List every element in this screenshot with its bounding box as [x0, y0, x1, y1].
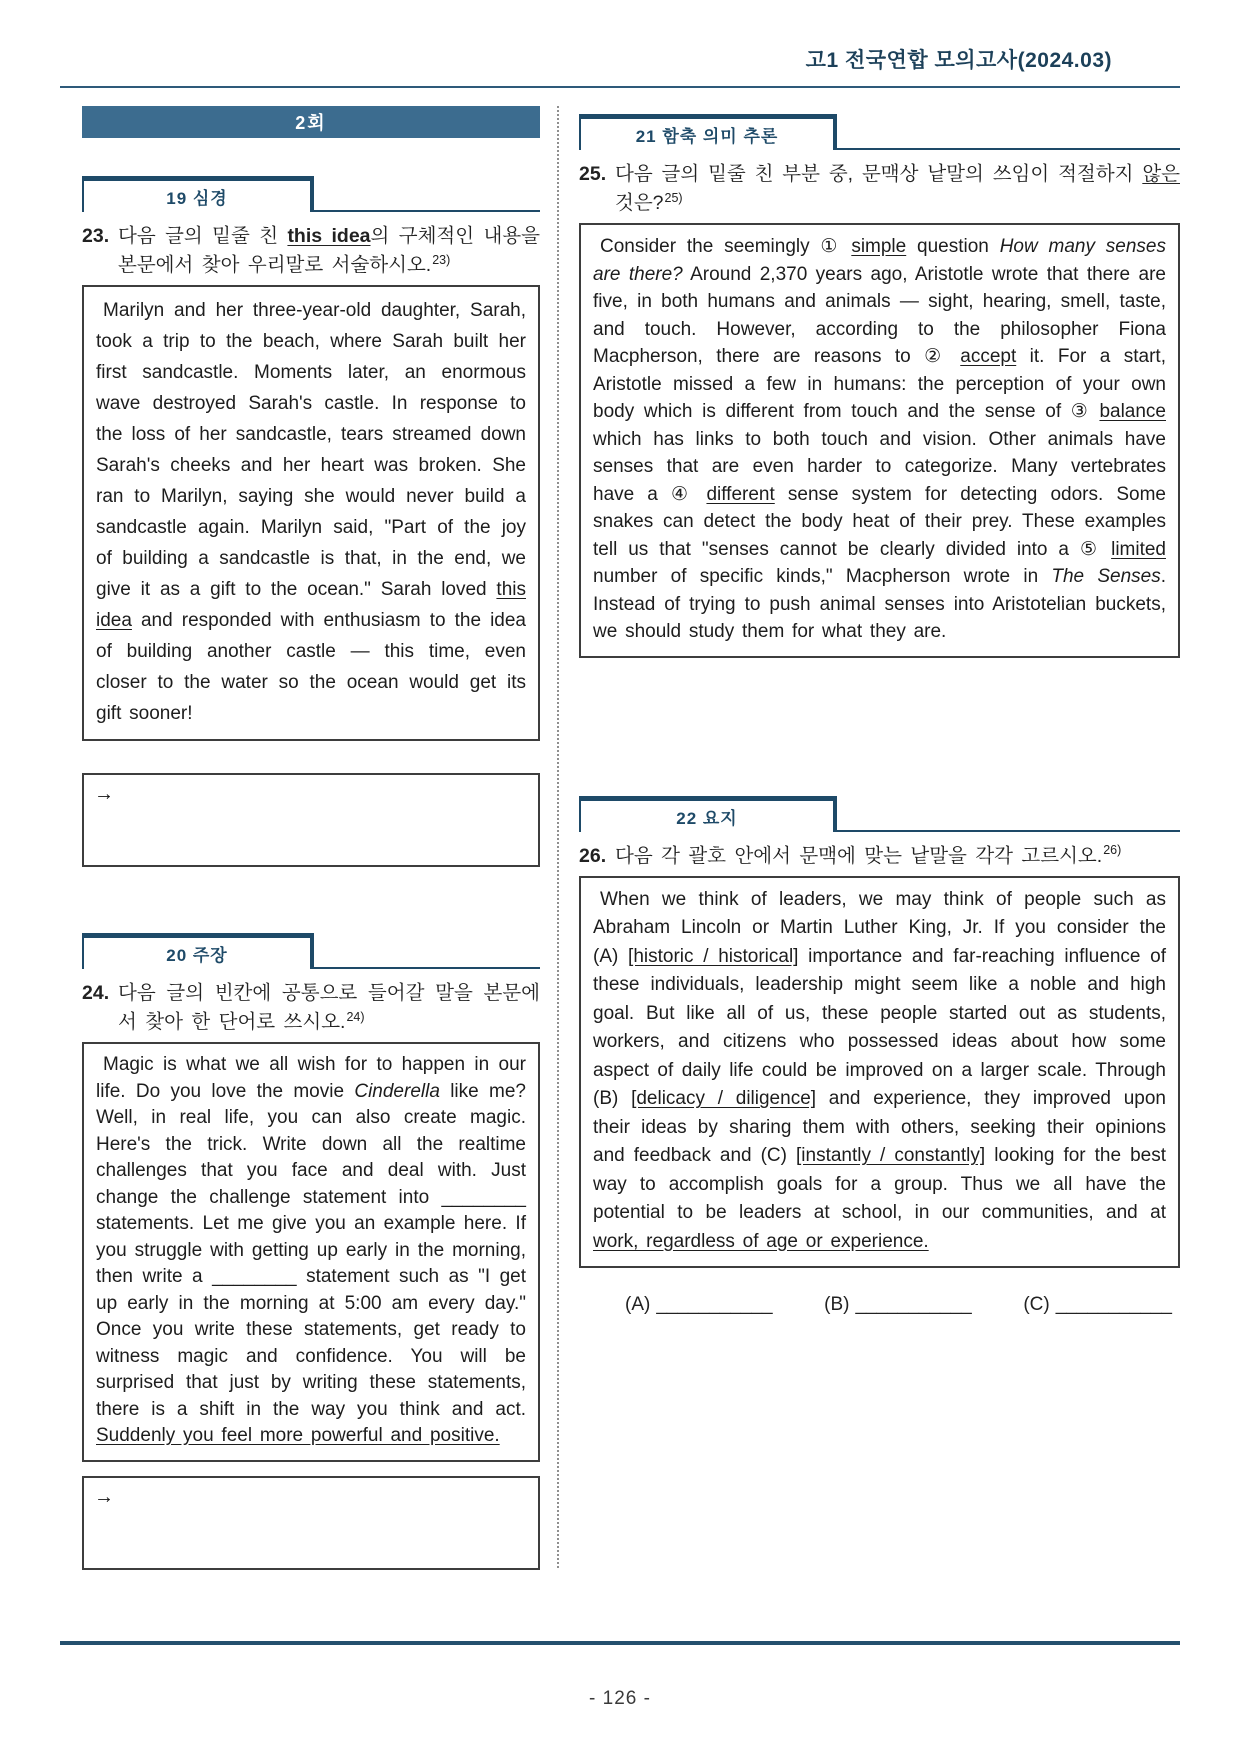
question-26	[579, 842, 1180, 871]
underlined-sentence: Suddenly you feel more powerful and positive.	[96, 1425, 500, 1446]
text-segment: which has links to both touch and vision. Other animals have senses that are even harder to categorize. Many vertebrates have a ④	[593, 428, 1166, 505]
passage-26-text	[593, 886, 1166, 1257]
blank-line: ___________	[656, 1294, 773, 1315]
answer-arrow: →	[94, 1485, 114, 1508]
page-number: - 126 -	[589, 1688, 651, 1709]
exam-header-title: 고1 전국연합 모의고사(2024.03)	[805, 49, 1112, 72]
section-tab-20	[82, 933, 540, 969]
passage-box-24	[82, 1042, 540, 1462]
text-segment: Magic is what we all wish for to happen in our life. Do you love the movie	[96, 1054, 526, 1102]
answer-label-b: (B)	[824, 1294, 850, 1315]
text-segment: number of specific kinds," Macpherson wrote in	[593, 566, 1052, 587]
footnote-marker: 24)	[346, 1009, 365, 1024]
header-rule	[60, 86, 1180, 88]
section-tab-21-extension-line	[837, 148, 1180, 150]
question-23	[82, 222, 540, 280]
text-segment: 다음 글의 밑줄 친	[118, 225, 288, 247]
text-segment: 다음 글의 빈칸에 공통으로 들어갈 말을 본문에서 찾아 한 단어로 쓰시오.	[118, 982, 540, 1033]
passage-24-text	[96, 1052, 526, 1450]
question-25	[579, 160, 1180, 218]
text-segment: 다음 글의 밑줄 친 부분 중, 문맥상 낱말의 쓰임이 적절하지	[615, 163, 1143, 185]
underlined-choice-5: limited	[1111, 538, 1166, 560]
text-segment: looking for the best way to accomplish goals for a group. Thus we all have the potential to be leaders at school, in our communities, and at	[593, 1145, 1166, 1223]
underlined-phrase: this idea	[96, 579, 526, 631]
underlined-sentence: work, regardless of age or experience.	[593, 1230, 929, 1252]
answer-blanks-26	[579, 1294, 1180, 1316]
text-segment: 의 구체적인 내용을 본문에서 찾아 우리말로 서술하시오.	[118, 225, 540, 276]
passage-25-text	[593, 233, 1166, 646]
italic-question: How many senses are there?	[593, 236, 1166, 285]
section-tab-19-extension-line	[314, 210, 540, 212]
question-25-number: 25.	[579, 163, 607, 185]
text-segment: statement such as "I get up early in the morning at 5:00 am every day." Once you write these statements, get ready to witness magic and confidence. You will be surprised that just by writing these statements, there is a shift in the way you think and act.	[96, 1266, 526, 1420]
round-2-badge-label: 2회	[295, 113, 327, 133]
answer-blank-b	[824, 1294, 972, 1316]
question-23-text	[118, 222, 540, 280]
text-segment: 것은?	[615, 192, 664, 214]
question-23-number: 23.	[82, 225, 110, 247]
answer-blank-a	[625, 1294, 773, 1316]
text-segment: like me? Well, in real life, you can also create magic. Here's the trick. Write down all the realtime challenges that you face and deal with. Just change the challenge statement into	[96, 1080, 526, 1208]
section-tab-22	[579, 796, 1180, 832]
text-segment: . Instead of trying to push animal senses into Aristotelian buckets, we should study them for what they are.	[593, 566, 1166, 642]
text-segment: and responded with enthusiasm to the idea of building another castle — this time, even closer to the water so the ocean would get its gift sooner!	[96, 610, 526, 724]
left-column	[60, 106, 540, 1570]
underlined-choice-1: simple	[851, 236, 907, 257]
passage-box-26	[579, 876, 1180, 1269]
text-segment: and experience, they improved upon their ideas by sharing them with others, seeking their opinions and feedback and (C)	[593, 1088, 1166, 1166]
section-tab-22-box	[579, 796, 837, 832]
section-tab-21	[579, 114, 1180, 150]
section-tab-20-label: 20 주장	[166, 946, 228, 965]
italic-title: The Senses	[1051, 566, 1161, 587]
question-26-number: 26.	[579, 844, 607, 867]
text-segment: question	[906, 236, 1000, 257]
underlined-term: this idea	[287, 225, 371, 247]
answer-blank-c	[1023, 1294, 1172, 1316]
section-tab-19	[82, 176, 540, 212]
underlined-choice-c: [instantly / constantly]	[796, 1145, 986, 1166]
right-column	[579, 106, 1180, 1316]
underlined-choice-b: [delicacy / diligence]	[631, 1088, 817, 1109]
footnote-marker: 26)	[1103, 843, 1122, 857]
text-segment: When we think of leaders, we may think of people such as Abraham Lincoln or Martin Luther King, Jr. If you consider the (A)	[593, 888, 1166, 967]
blank-line: ___________	[855, 1294, 972, 1315]
section-tab-20-box	[82, 933, 314, 969]
blank-line: ___________	[1055, 1294, 1172, 1315]
section-tab-21-label: 21 함축 의미 추론	[635, 127, 779, 146]
section-tab-19-label: 19 심경	[166, 189, 228, 208]
answer-box-24	[82, 1476, 540, 1570]
question-26-text	[615, 842, 1180, 871]
footer-rule	[60, 1641, 1180, 1645]
text-segment: Consider the seemingly ①	[600, 236, 852, 257]
text-segment: statements. Let me give you an example here. If you struggle with getting up early in the morning, then write a	[96, 1213, 526, 1287]
text-segment: Marilyn and her three-year-old daughter, Sarah, took a trip to the beach, where Sarah built her first sandcastle. Moments later, an enormous wave destroyed Sarah's castle. In response to the loss of her sandcastle, tears streamed down Sarah's cheeks and her heart was broken. She ran to Marilyn, saying she would never build a sandcastle again. Marilyn said, "Part of the joy of building a sandcastle is that, in the end, we give it as a gift to the ocean." Sarah loved	[96, 300, 526, 600]
underlined-choice-a: [historic / historical]	[628, 945, 799, 967]
section-tab-22-label: 22 요지	[676, 808, 738, 828]
answer-label-c: (C)	[1023, 1294, 1050, 1315]
section-tab-19-box	[82, 176, 314, 212]
answer-label-a: (A)	[625, 1294, 651, 1315]
column-divider	[557, 106, 559, 1568]
passage-box-23	[82, 285, 540, 741]
passage-box-25	[579, 223, 1180, 658]
footnote-marker: 23)	[432, 252, 451, 267]
passage-23-text	[96, 295, 526, 729]
round-2-badge	[82, 106, 540, 138]
question-25-text	[615, 160, 1180, 218]
underlined-choice-3: balance	[1099, 401, 1166, 422]
text-segment: it. For a start, Aristotle missed a few in humans: the perception of your own body which is different from touch and the sense of ③	[593, 346, 1166, 422]
answer-arrow: →	[94, 783, 114, 805]
answer-box-23	[82, 773, 540, 867]
question-24-text	[118, 979, 540, 1037]
two-column-layout	[60, 106, 1180, 1570]
italic-title: Cinderella	[354, 1080, 440, 1102]
section-tab-22-extension-line	[837, 830, 1180, 832]
text-segment: importance and far-reaching influence of these individuals, leadership might seem like a noble and high goal. But like all of us, these people started out as students, workers, and citizens who possessed ideas about how some aspect of daily life could be improved on a larger scale. Through (B)	[593, 945, 1167, 1109]
blank-line: ________	[441, 1186, 526, 1208]
underlined-term: 않은	[1142, 163, 1180, 185]
text-segment: 다음 각 괄호 안에서 문맥에 맞는 낱말을 각각 고르시오.	[615, 844, 1103, 867]
text-segment: Around 2,370 years ago, Aristotle wrote that there are five, in both humans and animals — sight, hearing, smell, taste, and touch. However, according to the philosopher Fiona Macpherson, there are reasons to ②	[593, 263, 1166, 367]
blank-line: ________	[212, 1266, 297, 1287]
footnote-marker: 25)	[664, 190, 683, 205]
section-tab-20-extension-line	[314, 967, 540, 969]
section-tab-21-box	[579, 114, 837, 150]
text-segment: sense system for detecting odors. Some snakes can detect the body heat of their prey. These examples tell us that "senses cannot be clearly divided into a ⑤	[593, 483, 1166, 560]
underlined-choice-4: different	[706, 483, 775, 505]
question-24	[82, 979, 540, 1037]
underlined-choice-2: accept	[960, 346, 1017, 367]
question-24-number: 24.	[82, 982, 110, 1004]
